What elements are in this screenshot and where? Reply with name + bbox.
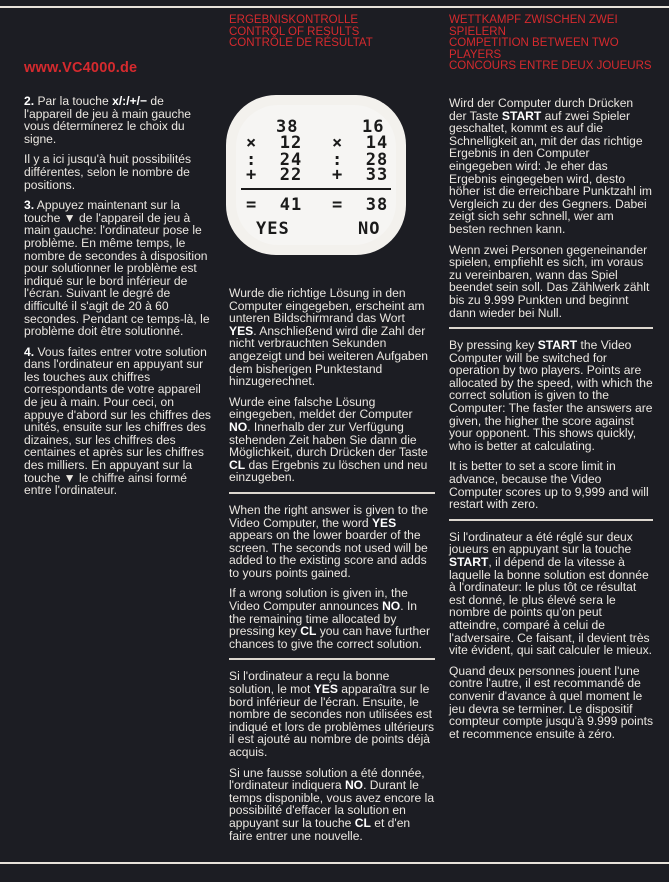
bottom-rule xyxy=(0,862,669,864)
header-competition-line-4: PLAYERS xyxy=(449,48,502,61)
tv-screen xyxy=(226,95,406,255)
top-rule xyxy=(0,6,669,8)
header-competition-line-1: WETTKAMPF ZWISCHEN ZWEI xyxy=(449,14,618,26)
step-number: 4. xyxy=(24,344,35,359)
right-paragraph: By pressing key START the Video Computer will be switched for operation by two players. Points are allocated by the speed, with which the correct solution is given to the Computer: The faster the answers are given, the higher the score against your opponent. This shows quickly, who is better at calculating. xyxy=(449,338,653,453)
header-competition-line-3: COMPETITION BETWEEN TWO xyxy=(449,37,619,49)
header-competition-line-5: CONCOURS ENTRE DEUX JOUEURS xyxy=(449,60,652,72)
down-arrow-icon: ▼ xyxy=(63,210,76,225)
screen-left-result: = 41 xyxy=(246,195,303,215)
middle-paragraph: Wurde die richtige Lösung in den Computer eingegeben, erscheint am unteren Bildschirmrand das Wort YES. Anschließend wird die Zahl der nicht verbrauchten Sekunden angezeigt und bei weiteren Aufgaben dem bisherigen Punktestand hinzugerechnet. xyxy=(229,286,429,389)
screen-right-operand-2: × 14 xyxy=(332,133,389,153)
screen-right-operand-4: + 33 xyxy=(332,165,389,185)
header-competition xyxy=(449,15,652,73)
section-divider xyxy=(229,492,435,494)
header-results-fr: CONTRÔLE DE RÉSULTAT xyxy=(229,37,373,49)
screen-right-result: = 38 xyxy=(332,195,389,215)
left-paragraph: 3. Appuyez maintenant sur la touche ▼ de l'appareil de jeu à main gauche: l'ordinateur pose le problème. En même temps, le nombre de secondes à disposition pour solutionner le problème est indiqué sur le bord inférieur de l'écran. Suivant le degré de difficulté il s'agit de 20 à 60 secondes. Pendant ce temps-là, le problème doit être solutionné. xyxy=(24,198,210,339)
screen-right-operand-1: 16 xyxy=(362,117,385,137)
screen-no: NO xyxy=(358,219,381,239)
header-results-en: CONTROL OF RESULTS xyxy=(229,25,360,38)
right-paragraph: Wird der Computer durch Drücken der Taste START auf zwei Spieler geschaltet, kommt es auf die Schnelligkeit an, mit der das richtige Ergebnis in den Computer eingegeben wird: Je eher das Ergebnis eingegeben wird, desto höher ist die erreichbare Punktzahl im Vergleich zu der des Gegners. Dabei zeigt sich sehr schnell, wer am besten rechnen kann. xyxy=(449,96,653,236)
middle-paragraph: Si une fausse solution a été donnée, l'ordinateur indiquera NO. Durant le temps disponible, vous avez encore la possibilité d'effacer la solution en appuyant sur la touche CL et d'en faire entrer une nouvelle. xyxy=(229,765,435,843)
screen-left-operand-4: + 22 xyxy=(246,165,303,185)
middle-column xyxy=(229,287,435,850)
middle-paragraph: Si l'ordinateur a reçu la bonne solution, le mot YES apparaîtra sur le bord inférieur de l'écran. Ensuite, le nombre de secondes non utilisées est indiqué et lors de problèmes ultérieurs il est ajouté au nombre de points déjà acquis. xyxy=(229,669,435,759)
header-competition-line-2: SPIELERN xyxy=(449,25,506,38)
right-paragraph: Si l'ordinateur a été réglé sur deux joueurs en appuyant sur la touche START, il dépend de la vitesse à laquelle la bonne solution est donnée à l'ordinateur: le plus tôt ce résultat est donné, le plus élevé sera le nombre de points qu'on peut atteindre, comparé à celui de l'adversaire. Ce faisant, il devient très vite évident, qui sait calculer le mieux. xyxy=(449,529,653,658)
middle-paragraph: If a wrong solution is given in, the Video Computer announces NO. In the remaining time allocated by pressing key CL you can have further chances to give the correct solution. xyxy=(229,586,431,651)
screen-divider xyxy=(241,188,391,190)
step-number: 2. xyxy=(24,94,35,108)
screen-yes: YES xyxy=(256,219,290,239)
left-column xyxy=(24,95,214,505)
down-arrow-icon: ▼ xyxy=(63,470,76,485)
left-paragraph: 4. Vous faites entrer votre solution dans l'ordinateur en appuyant sur les touches aux chiffres correspondants de votre appareil de jeu à main. Pour ceci, on appuye d'abord sur les chiffres des unités, ensuite sur les chiffres des dizaines, sur les chiffres des centaines et après sur les chiffres des milliers. En appuyant sur la touche ▼ le chiffre ainsi formé entre l'ordinateur. xyxy=(24,344,211,498)
header-results xyxy=(229,15,373,50)
right-paragraph: Quand deux personnes jouent l'une contre l'autre, il est recommandé de convenir d'avance à quel moment le jeu devra se terminer. Le dispositif compteur compte jusqu'à 9.999 points et recommence ensuite à zéro. xyxy=(449,663,653,741)
screen-left-operand-1: 38 xyxy=(276,117,299,137)
website-url: www.VC4000.de xyxy=(24,60,138,76)
header-results-de: ERGEBNISKONTROLLE xyxy=(229,14,359,26)
middle-paragraph: Wurde eine falsche Lösung eingegeben, meldet der Computer NO. Innerhalb der zur Verfügung stehenden Zeit haben Sie dann die Möglichkeit, durch Drücken der Taste CL das Ergebnis zu löschen und neu einzugeben. xyxy=(229,394,428,485)
step-number: 3. xyxy=(24,198,35,213)
left-paragraph: 2. Par la touche x/:/+/− de l'appareil de jeu à main gauche vous déterminerez le choix du signe. xyxy=(24,94,192,146)
screen-right-operand-3: : 28 xyxy=(332,150,389,170)
middle-paragraph: When the right answer is given to the Video Computer, the word YES appears on the lower boarder of the screen. The seconds not used will be added to the existing score and adds to yours points gained. xyxy=(229,502,428,580)
screen-left-operand-3: : 24 xyxy=(246,150,303,170)
left-paragraph: Il y a ici jusqu'à huit possibilités différentes, selon le nombre de positions. xyxy=(24,152,191,192)
section-divider xyxy=(229,658,435,660)
screen-left-operand-2: × 12 xyxy=(246,133,303,153)
section-divider xyxy=(449,519,653,521)
tv-screen-inner xyxy=(236,105,396,245)
right-column xyxy=(449,97,653,748)
right-paragraph: It is better to set a score limit in advance, because the Video Computer scores up to 9,999 and will restart with zero. xyxy=(449,459,649,512)
right-paragraph: Wenn zwei Personen gegeneinander spielen, empfiehlt es sich, im voraus zu vereinbaren, wann das Spiel beendet sein soll. Das Zählwerk zählt bis zu 9.999 Punkten und beginnt dann wieder bei Null. xyxy=(449,242,650,320)
section-divider xyxy=(449,327,653,329)
